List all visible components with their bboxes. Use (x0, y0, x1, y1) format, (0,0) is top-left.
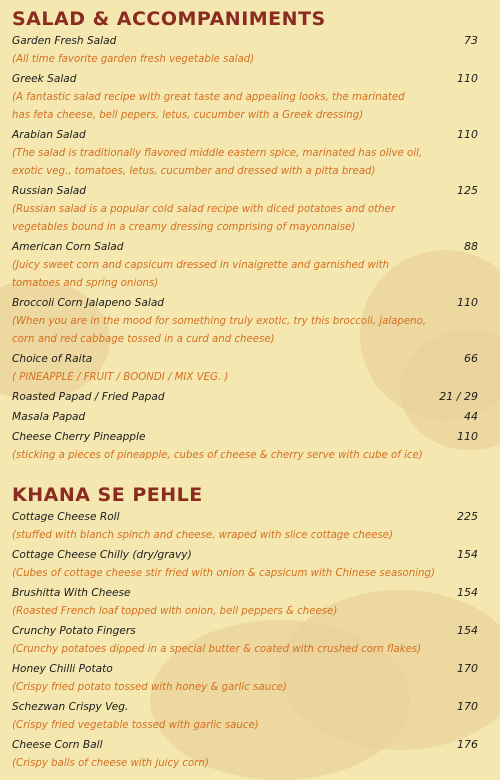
menu-item-row (12, 507, 488, 527)
item-name: Brushitta With Cheese (12, 587, 131, 599)
item-price: 225 (457, 510, 478, 523)
section-title: SALAD & ACCOMPANIMENTS (12, 8, 326, 30)
item-description-line: (Juicy sweet corn and capsicum dressed in vinaigrette and garnished with (12, 260, 390, 271)
menu-item (12, 659, 488, 697)
item-price: 110 (457, 72, 478, 85)
item-price: 110 (457, 296, 478, 309)
menu-item (12, 407, 488, 427)
menu-item (12, 621, 488, 659)
menu-item (12, 237, 488, 293)
item-description-line: has feta cheese, bell pepers, letus, cucumber with a Greek dressing) (12, 110, 364, 121)
menu-item-list (12, 31, 488, 465)
item-description (12, 679, 488, 697)
item-description (12, 603, 488, 621)
menu-item-row (12, 125, 488, 145)
menu-section (12, 0, 488, 465)
item-description (12, 201, 488, 237)
item-price: 176 (457, 738, 478, 751)
item-description-line: (sticking a pieces of pineapple, cubes of cheese & cherry serve with cube of ice) (12, 450, 423, 461)
menu-item (12, 735, 488, 773)
item-description (12, 369, 488, 387)
item-price: 170 (457, 662, 478, 675)
item-price: 88 (464, 240, 478, 253)
item-name: Cottage Cheese Chilly (dry/gravy) (12, 549, 192, 561)
item-name: Russian Salad (12, 185, 87, 197)
item-description-line: exotic veg., tomatoes, letus, cucumber and dressed with a pitta bread) (12, 166, 376, 177)
menu-item-row (12, 69, 488, 89)
item-price: 66 (464, 352, 478, 365)
item-name: Crunchy Potato Fingers (12, 625, 136, 637)
item-description (12, 313, 488, 349)
item-description (12, 145, 488, 181)
item-description-line: (When you are in the mood for something truly exotic, try this broccoli, jalapeno, (12, 316, 427, 327)
menu-section (12, 465, 488, 773)
item-price: 125 (457, 184, 478, 197)
menu-item-row (12, 545, 488, 565)
menu-item (12, 349, 488, 387)
item-description (12, 257, 488, 293)
item-description-line: ( PINEAPPLE / FRUIT / BOONDI / MIX VEG. ) (12, 372, 229, 383)
item-description-line: (Crispy balls of cheese with juicy corn) (12, 758, 209, 769)
item-name: Choice of Raita (12, 353, 93, 365)
item-description (12, 447, 488, 465)
item-description-line: vegetables bound in a creamy dressing comprising of mayonnaise) (12, 222, 356, 233)
item-description-line: (stuffed with blanch spinch and cheese, wraped with slice cottage cheese) (12, 530, 393, 541)
item-description (12, 51, 488, 69)
item-price: 154 (457, 586, 478, 599)
menu-item (12, 545, 488, 583)
menu-item (12, 697, 488, 735)
item-price: 110 (457, 430, 478, 443)
menu-item (12, 427, 488, 465)
menu-item (12, 69, 488, 125)
item-description (12, 717, 488, 735)
item-description-line: tomatoes and spring onions) (12, 278, 159, 289)
item-name: Arabian Salad (12, 129, 86, 141)
menu-item-row (12, 697, 488, 717)
menu-item (12, 583, 488, 621)
item-name: Cottage Cheese Roll (12, 511, 120, 523)
item-name: Cheese Corn Ball (12, 739, 103, 751)
item-description-line: (All time favorite garden fresh vegetable salad) (12, 54, 255, 65)
menu-item-row (12, 31, 488, 51)
item-description-line: (A fantastic salad recipe with great taste and appealing looks, the marinated (12, 92, 405, 103)
item-description (12, 755, 488, 773)
item-price: 154 (457, 548, 478, 561)
item-price: 154 (457, 624, 478, 637)
item-price: 110 (457, 128, 478, 141)
item-description (12, 641, 488, 659)
item-name: Roasted Papad / Fried Papad (12, 391, 165, 403)
item-name: Greek Salad (12, 73, 77, 85)
item-description-line: (Crispy fried potato tossed with honey & garlic sauce) (12, 682, 287, 693)
item-name: Garden Fresh Salad (12, 35, 117, 47)
menu-item (12, 507, 488, 545)
item-description (12, 89, 488, 125)
item-name: Cheese Cherry Pineapple (12, 431, 146, 443)
item-description (12, 565, 488, 583)
item-description-line: (Roasted French loaf topped with onion, bell peppers & cheese) (12, 606, 338, 617)
item-name: Schezwan Crispy Veg. (12, 701, 129, 713)
item-description-line: corn and red cabbage tossed in a curd and cheese) (12, 334, 275, 345)
menu-item-row (12, 181, 488, 201)
menu-item (12, 181, 488, 237)
item-name: Masala Papad (12, 411, 86, 423)
menu-item-row (12, 427, 488, 447)
item-description-line: (Cubes of cottage cheese stir fried with onion & capsicum with Chinese seasoning) (12, 568, 435, 579)
menu-item-row (12, 387, 488, 407)
item-price: 73 (464, 34, 478, 47)
item-description-line: (Russian salad is a popular cold salad recipe with diced potatoes and other (12, 204, 396, 215)
menu-item (12, 293, 488, 349)
menu-item-row (12, 293, 488, 313)
section-title: KHANA SE PEHLE (12, 484, 203, 506)
menu-item (12, 387, 488, 407)
menu-item-row (12, 621, 488, 641)
menu-item-row (12, 407, 488, 427)
item-description-line: (The salad is traditionally flavored middle eastern spice, marinated has olive oil, (12, 148, 423, 159)
menu-item-row (12, 237, 488, 257)
item-name: Broccoli Corn Jalapeno Salad (12, 297, 165, 309)
item-name: American Corn Salad (12, 241, 124, 253)
item-name: Honey Chilli Potato (12, 663, 113, 675)
item-price: 44 (464, 410, 478, 423)
menu-item-list (12, 507, 488, 773)
item-price: 170 (457, 700, 478, 713)
menu-item-row (12, 583, 488, 603)
item-description (12, 527, 488, 545)
menu-item (12, 125, 488, 181)
item-description-line: (Crispy fried vegetable tossed with garlic sauce) (12, 720, 259, 731)
item-description-line: (Crunchy potatoes dipped in a special butter & coated with crushed corn flakes) (12, 644, 422, 655)
menu-item (12, 31, 488, 69)
menu-item-row (12, 735, 488, 755)
menu-item-row (12, 659, 488, 679)
menu-item-row (12, 349, 488, 369)
item-price: 21 / 29 (439, 390, 478, 403)
